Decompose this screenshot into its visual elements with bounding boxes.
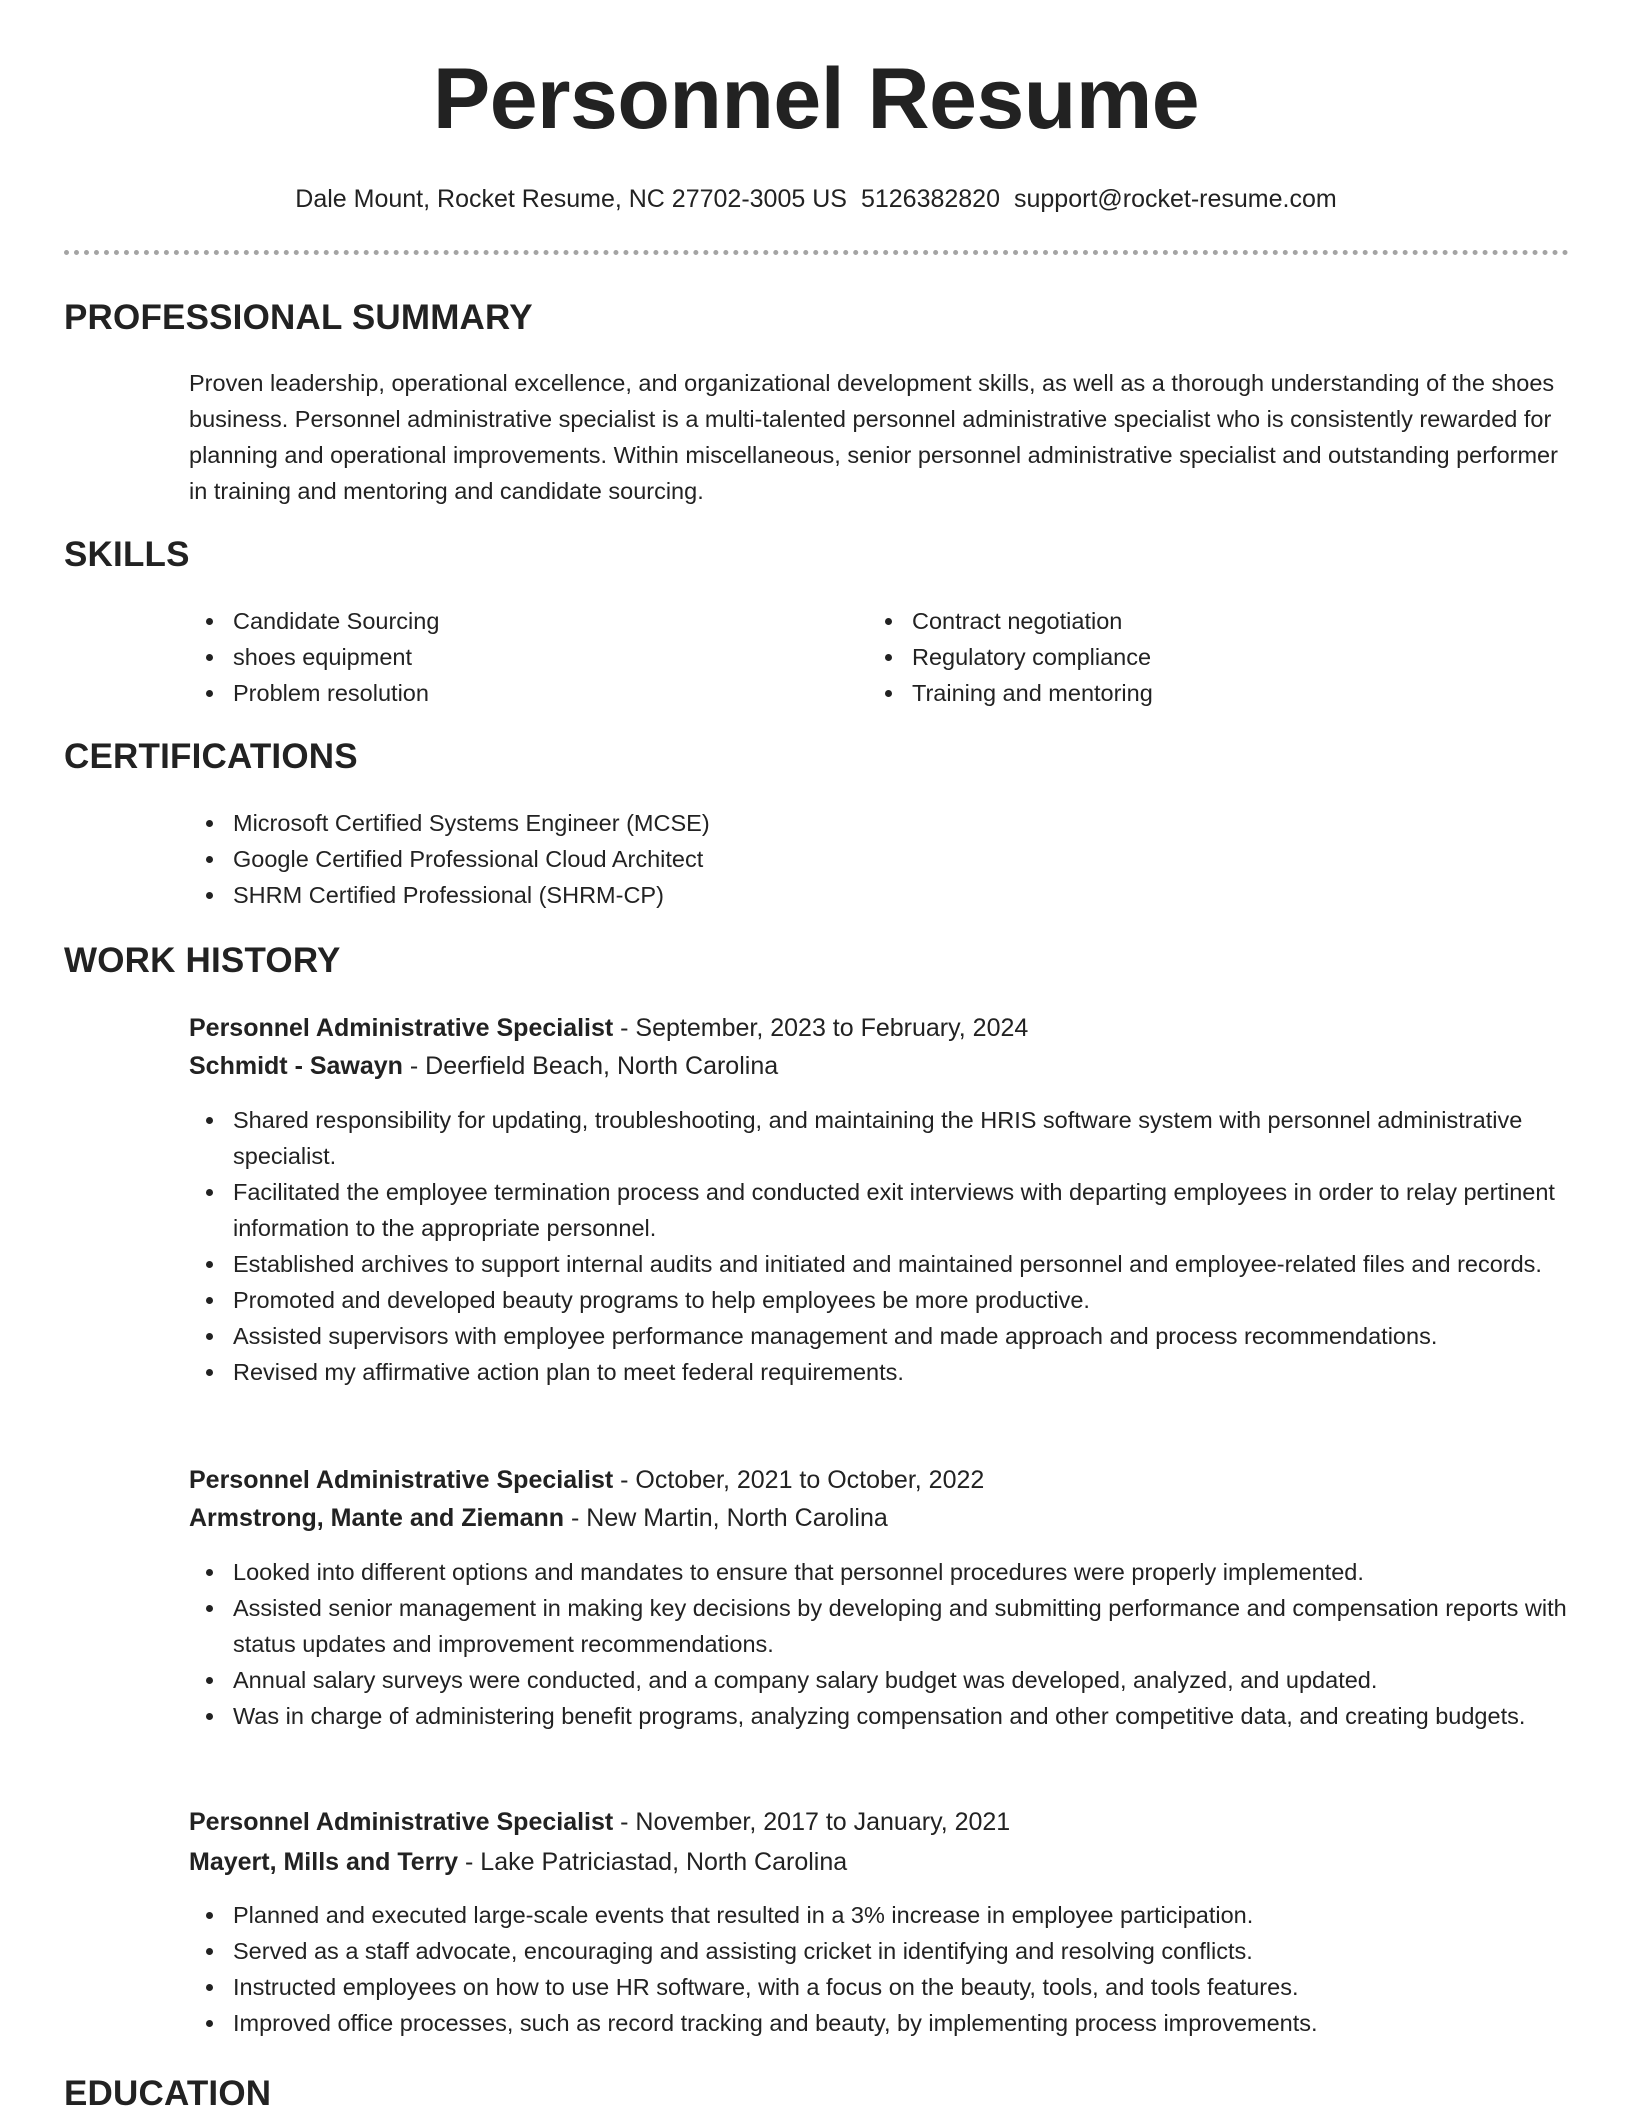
job-bullet: Was in charge of administering benefit programs, analyzing compensation and other competitive data, and creating budgets. <box>189 1698 1569 1734</box>
resume-title: Personnel Resume <box>432 51 1200 147</box>
job-bullet: Annual salary surveys were conducted, and a company salary budget was developed, analyzed, and updated. <box>189 1662 1569 1698</box>
job-company-line <box>189 1500 1569 1536</box>
skill-item: Contract negotiation <box>868 603 1528 639</box>
skills-list-right <box>868 603 1528 711</box>
job-title-line <box>189 1804 1569 1840</box>
contact-email: support@rocket-resume.com <box>1014 185 1337 213</box>
job-dates: - November, 2017 to January, 2021 <box>613 1808 1011 1836</box>
skill-item: Training and mentoring <box>868 675 1528 711</box>
job-location: - Lake Patriciastad, North Carolina <box>458 1848 848 1876</box>
contact-line <box>0 183 1632 215</box>
certifications-heading: CERTIFICATIONS <box>64 737 358 776</box>
job-bullet: Served as a staff advocate, encouraging and assisting cricket in identifying and resolving conflicts. <box>189 1933 1569 1969</box>
job-location: - New Martin, North Carolina <box>564 1504 888 1532</box>
job-company: Mayert, Mills and Terry <box>189 1848 459 1876</box>
job-bullet: Facilitated the employee termination process and conducted exit interviews with departing employees in order to relay pertinent information to the appropriate personnel. <box>189 1174 1569 1246</box>
job-title-line <box>189 1462 1569 1498</box>
job-company: Schmidt - Sawayn <box>189 1052 403 1080</box>
job-bullet: Looked into different options and mandates to ensure that personnel procedures were properly implemented. <box>189 1554 1569 1590</box>
contact-phone: 5126382820 <box>860 185 1000 213</box>
job-bullet: Established archives to support internal audits and initiated and maintained personnel and employee-related files and records. <box>189 1246 1569 1282</box>
certification-item: Microsoft Certified Systems Engineer (MCSE) <box>189 805 1569 841</box>
summary-text: Proven leadership, operational excellence, and organizational development skills, as well as a thorough understanding of the shoes business. Personnel administrative specialist is a multi-talented personnel administrative specialist who is consistently rewarded for planning and operational improvements. Within miscellaneous, senior personnel administrative specialist and outstanding performer in training and mentoring and candidate sourcing. <box>189 370 1558 504</box>
job-bullet: Shared responsibility for updating, troubleshooting, and maintaining the HRIS software system with personnel administrative specialist. <box>189 1102 1569 1174</box>
job-location: - Deerfield Beach, North Carolina <box>402 1052 779 1080</box>
job-dates: - October, 2021 to October, 2022 <box>613 1466 985 1494</box>
education-heading: EDUCATION <box>64 2074 272 2113</box>
contact-address: Dale Mount, Rocket Resume, NC 27702-3005 US <box>295 185 847 213</box>
skill-item: Candidate Sourcing <box>189 603 849 639</box>
certification-item: SHRM Certified Professional (SHRM-CP) <box>189 877 1569 913</box>
job-bullet: Assisted senior management in making key decisions by developing and submitting performance and compensation reports with status updates and improvement recommendations. <box>189 1590 1569 1662</box>
job-title-line <box>189 1010 1569 1046</box>
skill-item: Problem resolution <box>189 675 849 711</box>
job-company-line <box>189 1844 1569 1880</box>
header-divider <box>64 250 1569 255</box>
job-bullets <box>189 1897 1569 2041</box>
certifications-list <box>189 805 1569 913</box>
skill-item: shoes equipment <box>189 639 849 675</box>
job-bullet: Instructed employees on how to use HR software, with a focus on the beauty, tools, and tools features. <box>189 1969 1569 2005</box>
job-bullet: Promoted and developed beauty programs to help employees be more productive. <box>189 1282 1569 1318</box>
job-bullet: Planned and executed large-scale events that resulted in a 3% increase in employee participation. <box>189 1897 1569 1933</box>
job-company-line <box>189 1048 1569 1084</box>
job-bullet: Assisted supervisors with employee performance management and made approach and process recommendations. <box>189 1318 1569 1354</box>
skills-list-left <box>189 603 849 711</box>
job-title: Personnel Administrative Specialist <box>189 1466 614 1494</box>
job-company: Armstrong, Mante and Ziemann <box>189 1504 565 1532</box>
job-title: Personnel Administrative Specialist <box>189 1014 614 1042</box>
job-bullets <box>189 1102 1569 1390</box>
summary-heading: PROFESSIONAL SUMMARY <box>64 298 533 337</box>
skills-heading: SKILLS <box>64 535 190 574</box>
skill-item: Regulatory compliance <box>868 639 1528 675</box>
job-bullet: Improved office processes, such as record tracking and beauty, by implementing process improvements. <box>189 2005 1569 2041</box>
certification-item: Google Certified Professional Cloud Architect <box>189 841 1569 877</box>
job-dates: - September, 2023 to February, 2024 <box>613 1014 1029 1042</box>
job-bullets <box>189 1554 1569 1734</box>
job-bullet: Revised my affirmative action plan to meet federal requirements. <box>189 1354 1569 1390</box>
job-title: Personnel Administrative Specialist <box>189 1808 614 1836</box>
work-history-heading: WORK HISTORY <box>64 941 341 980</box>
